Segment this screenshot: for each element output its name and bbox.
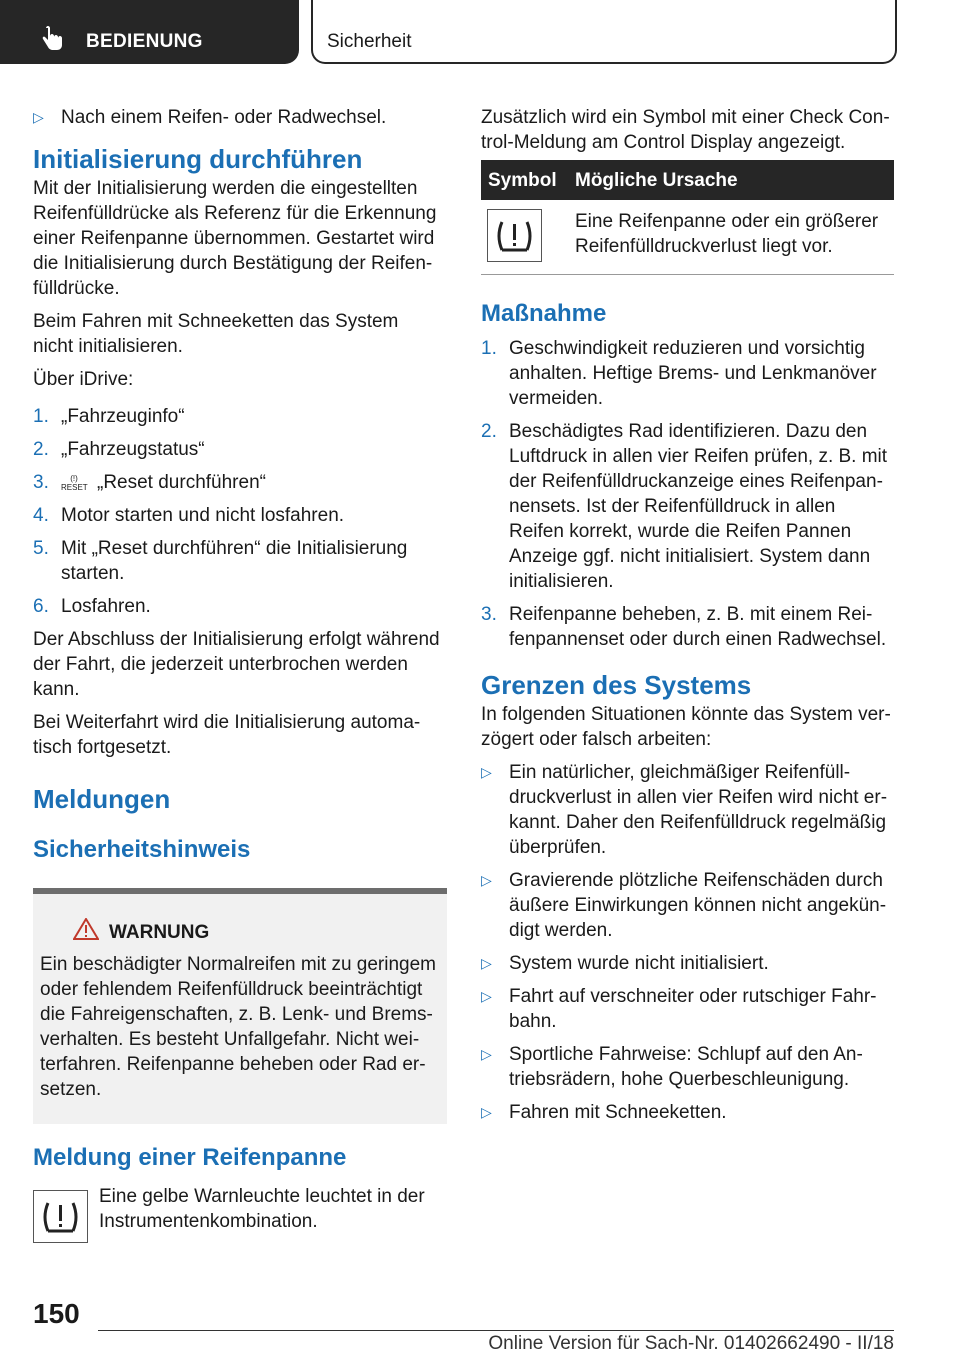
list-item [33,536,443,586]
init-heading: Initialisierung durchführen [33,144,363,174]
table-header [481,160,894,200]
warning-title: WARNUNG [109,922,210,943]
chapter-tab [0,0,299,64]
list-item [481,868,894,943]
measures-list [481,336,894,652]
list-item [33,594,443,619]
steps-list [33,404,443,619]
step-number: 4. [33,505,49,526]
right-column [481,300,894,1133]
warning-text: Ein beschädigter Normalreifen mit zu geringem oder fehlendem Reifenfülldruck beeinträchtigt die Fahreigenschaften, z. B. Lenk- und Bremsverhalten. Es besteht Unfallgefahr. Nicht weiterfahren. Reifenpanne beheben oder Rad ersetzen. [40,954,437,1100]
list-text: Gravierende plötzliche Reifenschäden durch äußere Einwirkungen können nicht angekündigt werden. [509,870,887,941]
step-text: Geschwindigkeit reduzieren und vorsichtig anhalten. Heftige Brems- und Lenkmanöver vermeiden. [509,338,877,409]
paragraph: Beim Fahren mit Schneeketten das System nicht initialisieren. [33,311,399,357]
chapter-title: BEDIENUNG [86,31,203,52]
step-number: 3. [33,472,49,493]
triangle-bullet-icon: ▷ [481,988,492,1004]
table-divider [481,274,894,275]
step-text: „Reset durchführen“ [97,472,266,493]
safety-heading: Sicherheitshinweis [33,836,251,863]
table-cell-cause: Eine Reifenpanne oder ein größerer Reifenfülldruckverlust liegt vor. [575,211,879,257]
paragraph: Bei Weiterfahrt wird die Initialisierung automatisch fortgesetzt. [33,712,421,758]
list-text: Fahrt auf verschneiter oder rutschiger Fahrbahn. [509,986,877,1032]
list-item [481,1100,894,1125]
list-text: System wurde nicht initialisiert. [509,953,769,974]
list-item [481,984,894,1034]
paragraph: In folgenden Situationen könnte das System verzögert oder falsch arbeiten: [481,704,891,750]
list-item [33,470,443,495]
paragraph: Der Abschluss der Initialisierung erfolgt während der Fahrt, die jederzeit unterbrochen werden kann. [33,629,440,700]
section-tab [311,0,897,64]
step-number: 2. [481,421,497,442]
step-number: 3. [481,604,497,625]
list-item [33,503,443,528]
intro-text: Zusätzlich wird ein Symbol mit einer Check Control-Meldung am Control Display angezeigt. [481,107,890,153]
list-text: Sportliche Fahrweise: Schlupf auf den Antriebsrädern, hohe Querbeschleunigung. [509,1044,863,1090]
list-item [33,437,443,462]
step-number: 5. [33,538,49,559]
triangle-bullet-icon: ▷ [481,955,492,971]
list-item: ▷ Nach einem Reifen- oder Radwechsel. [33,107,387,128]
step-text: „Fahrzeuginfo“ [61,406,185,427]
section-title: Sicherheit [327,31,412,52]
step-number: 6. [33,596,49,617]
list-text: Ein natürlicher, gleichmäßiger Reifenfülldruckverlust in allen vier Reifen wird nicht erkannt. Daher den Reifenfülldruck regelmäßig überprüfen. [509,762,888,858]
flat-tire-text: Eine gelbe Warnleuchte leuchtet in der Instrumentenkombination. [99,1186,425,1232]
triangle-bullet-icon: ▷ [481,872,492,888]
paragraph: Über iDrive: [33,369,134,390]
triangle-bullet-icon: ▷ [481,764,492,780]
list-text: Fahren mit Schneeketten. [509,1102,727,1123]
step-text: Motor starten und nicht losfahren. [61,505,345,526]
list-item [481,1042,894,1092]
footer-text: Online Version für Sach-Nr. 01402662490 - II/18 [488,1333,894,1354]
measure-heading: Maßnahme [481,300,607,327]
triangle-bullet-icon: ▷ [33,109,44,125]
triangle-bullet-icon: ▷ [481,1104,492,1120]
tire-warning-icon [487,209,542,262]
triangle-bullet-icon: ▷ [481,1046,492,1062]
tire-warning-icon [33,1190,88,1243]
reset-icon: (!) RESET [61,473,88,492]
step-text: Reifenpanne beheben, z. B. mit einem Reifenpannenset oder durch einen Radwechsel. [509,604,887,650]
page-number: 150 [33,1298,80,1329]
step-number: 1. [33,406,49,427]
paragraph: Mit der Initialisierung werden die eingestellten Reifenfülldrücke als Referenz für die Erkennung einer Reifenpanne übernommen. Gestartet wird die Initialisierung durch Bestätigung der Reifenfülldrücke. [33,178,437,299]
left-column [33,105,443,864]
table-col-cause: Mögliche Ursache [575,170,738,191]
step-number: 2. [33,439,49,460]
footer-rule [98,1330,894,1331]
messages-heading: Meldungen [33,784,171,814]
step-text: Losfahren. [61,596,151,617]
list-item [33,404,443,429]
limits-list [481,760,894,1125]
step-number: 1. [481,338,497,359]
list-item [481,336,894,411]
step-text: Beschädigtes Rad identifizieren. Dazu den Luftdruck in allen vier Reifen prüfen, z. B. mit der Reifenfülldruckanzeige eines Reifenpannensets. Ist der Reifenfülldruck in allen Reifen korrekt, wurde die Reifen Pannen Anzeige ggf. nicht initialisiert. System dann initialisieren. [509,421,888,592]
table-col-symbol: Symbol [488,170,557,191]
reset-icon-label: RESET [61,482,88,492]
flat-tire-heading: Meldung einer Reifenpanne [33,1144,347,1171]
list-item [481,602,894,652]
step-text: Mit „Reset durchführen“ die Initialisierung starten. [61,538,408,584]
step-text: „Fahrzeugstatus“ [61,439,205,460]
warning-triangle-icon [73,918,99,940]
list-item [481,760,894,860]
limits-heading: Grenzen des Systems [481,670,752,700]
list-item [481,419,894,594]
list-item [481,951,894,976]
warning-box [33,888,447,1124]
hand-pointer-icon [40,26,64,52]
